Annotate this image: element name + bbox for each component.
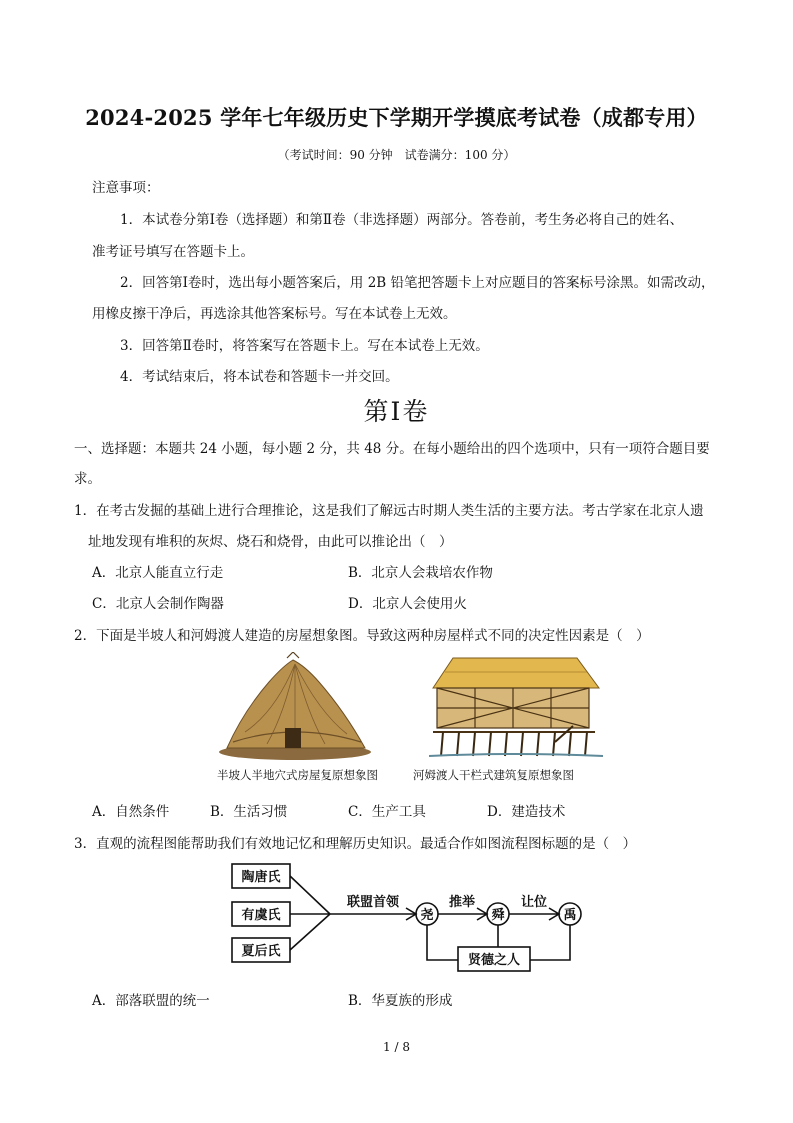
shun-label: 舜	[491, 908, 505, 923]
tribe-label: 有虞氏	[241, 908, 281, 923]
option-b: B．华夏族的形成	[348, 993, 453, 1009]
question-1-stem: 址地发现有堆积的灰烬、烧石和烧骨，由此可以推论出（ ）	[88, 534, 453, 550]
option-a: A．北京人能直立行走	[92, 565, 224, 581]
option-c: C．生产工具	[348, 804, 426, 820]
page-number: 1 / 8	[383, 1040, 410, 1054]
virtue-label: 贤德之人	[467, 953, 521, 968]
note-line: 准考证号填写在答题卡上。	[92, 244, 254, 260]
banpo-caption: 半坡人半地穴式房屋复原想象图	[217, 768, 378, 782]
banpo-hut-image	[219, 652, 371, 760]
option-c: C．北京人会制作陶器	[92, 596, 224, 612]
tribe-label: 夏后氏	[241, 944, 281, 959]
option-d: D．北京人会使用火	[348, 596, 467, 612]
option-b: B．生活习惯	[210, 804, 288, 820]
yao-label: 尧	[420, 908, 434, 923]
part-instructions: 一、选择题：本题共 24 小题，每小题 2 分，共 48 分。在每小题给出的四个选项中，只有一项符合题目要	[74, 441, 710, 457]
question-2-stem: 2．下面是半坡人和河姆渡人建造的房屋想象图。导致这两种房屋样式不同的决定性因素是（ ）	[74, 628, 650, 644]
abdicate-label: 让位	[520, 895, 548, 910]
section-title: 第Ⅰ卷	[363, 397, 430, 426]
option-a: A．自然条件	[92, 804, 170, 820]
elect-label: 推举	[448, 895, 476, 910]
hemudu-stilt-house-image	[429, 658, 603, 756]
note-line: 3．回答第Ⅱ卷时，将答案写在答题卡上。写在本试卷上无效。	[120, 338, 489, 354]
option-a: A．部落联盟的统一	[92, 993, 210, 1009]
notes-heading: 注意事项：	[92, 180, 160, 196]
question-1-stem: 1．在考古发掘的基础上进行合理推论，这是我们了解远古时期人类生活的主要方法。考古学家在北京人遗	[74, 503, 704, 519]
hemudu-caption: 河姆渡人干栏式建筑复原想象图	[413, 768, 574, 782]
part-instructions: 求。	[74, 471, 101, 487]
note-line: 4．考试结束后，将本试卷和答题卡一并交回。	[120, 369, 399, 385]
page-title: 2024-2025 学年七年级历史下学期开学摸底考试卷（成都专用）	[85, 105, 708, 130]
succession-flowchart	[228, 860, 600, 972]
alliance-leader-label: 联盟首领	[346, 895, 400, 910]
question-3-stem: 3．直观的流程图能帮助我们有效地记忆和理解历史知识。最适合作如图流程图标题的是（ ）	[74, 836, 637, 852]
note-line: 1．本试卷分第Ⅰ卷（选择题）和第Ⅱ卷（非选择题）两部分。答卷前，考生务必将自己的姓名、	[120, 212, 684, 228]
house-illustrations	[215, 652, 610, 764]
exam-info: （考试时间：90 分钟 试卷满分：100 分）	[277, 148, 516, 162]
tribe-label: 陶唐氏	[241, 870, 281, 885]
yu-label: 禹	[563, 908, 577, 923]
option-d: D．建造技术	[487, 804, 566, 820]
option-b: B．北京人会栽培农作物	[348, 565, 493, 581]
note-line: 用橡皮擦干净后，再选涂其他答案标号。写在本试卷上无效。	[92, 306, 457, 322]
note-line: 2．回答第Ⅰ卷时，选出每小题答案后，用 2B 铅笔把答题卡上对应题目的答案标号涂黑。如需改动，	[120, 275, 715, 291]
